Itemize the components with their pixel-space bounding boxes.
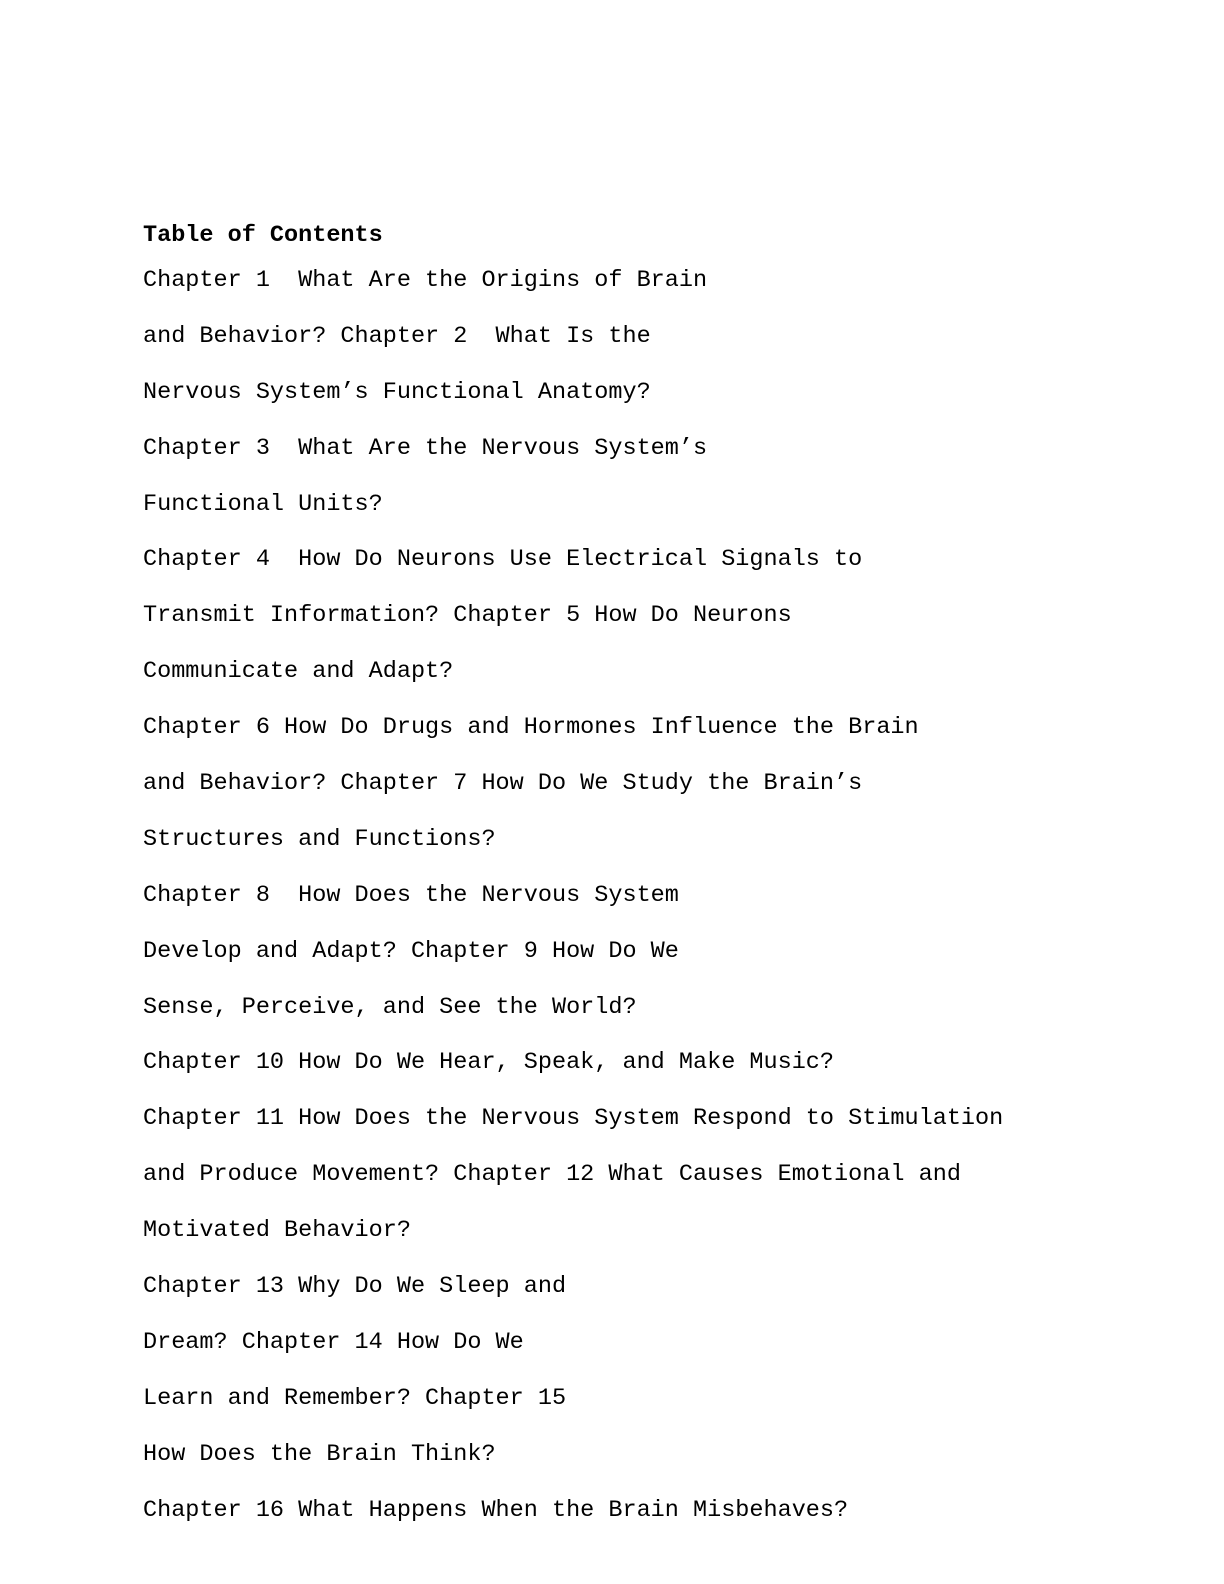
toc-line: and Produce Movement? Chapter 12 What Causes Emotional and bbox=[143, 1161, 961, 1189]
toc-line: Motivated Behavior? bbox=[143, 1217, 411, 1245]
toc-line: Chapter 10 How Do We Hear, Speak, and Make Music? bbox=[143, 1049, 835, 1077]
toc-line: Dream? Chapter 14 How Do We bbox=[143, 1328, 524, 1356]
toc-line: Chapter 16 What Happens When the Brain Misbehaves? bbox=[143, 1496, 849, 1524]
toc-line: Functional Units? bbox=[143, 490, 383, 518]
toc-line: Chapter 11 How Does the Nervous System Respond to Stimulation bbox=[143, 1105, 1004, 1133]
toc-line: How Does the Brain Think? bbox=[143, 1440, 496, 1468]
toc-list bbox=[143, 267, 1003, 1552]
toc-line: Chapter 13 Why Do We Sleep and bbox=[143, 1273, 567, 1301]
toc-line: Nervous System’s Functional Anatomy? bbox=[143, 378, 651, 406]
toc-line: and Behavior? Chapter 2 What Is the bbox=[143, 322, 651, 350]
toc-line: Communicate and Adapt? bbox=[143, 658, 454, 686]
toc-line: Chapter 6 How Do Drugs and Hormones Influence the Brain bbox=[143, 714, 919, 742]
toc-line: Chapter 4 How Do Neurons Use Electrical Signals to bbox=[143, 546, 863, 574]
toc-line: Learn and Remember? Chapter 15 bbox=[143, 1384, 567, 1412]
toc-line: Structures and Functions? bbox=[143, 825, 496, 853]
toc-line: and Behavior? Chapter 7 How Do We Study the Brain’s bbox=[143, 770, 863, 798]
toc-heading: Table of Contents bbox=[143, 222, 383, 249]
toc-line: Sense, Perceive, and See the World? bbox=[143, 993, 637, 1021]
toc-line: Transmit Information? Chapter 5 How Do Neurons bbox=[143, 602, 792, 630]
toc-line: Chapter 3 What Are the Nervous System’s bbox=[143, 434, 708, 462]
toc-line: Develop and Adapt? Chapter 9 How Do We bbox=[143, 937, 679, 965]
toc-line: Chapter 1 What Are the Origins of Brain bbox=[143, 267, 708, 294]
toc-line: Chapter 8 How Does the Nervous System bbox=[143, 881, 679, 909]
